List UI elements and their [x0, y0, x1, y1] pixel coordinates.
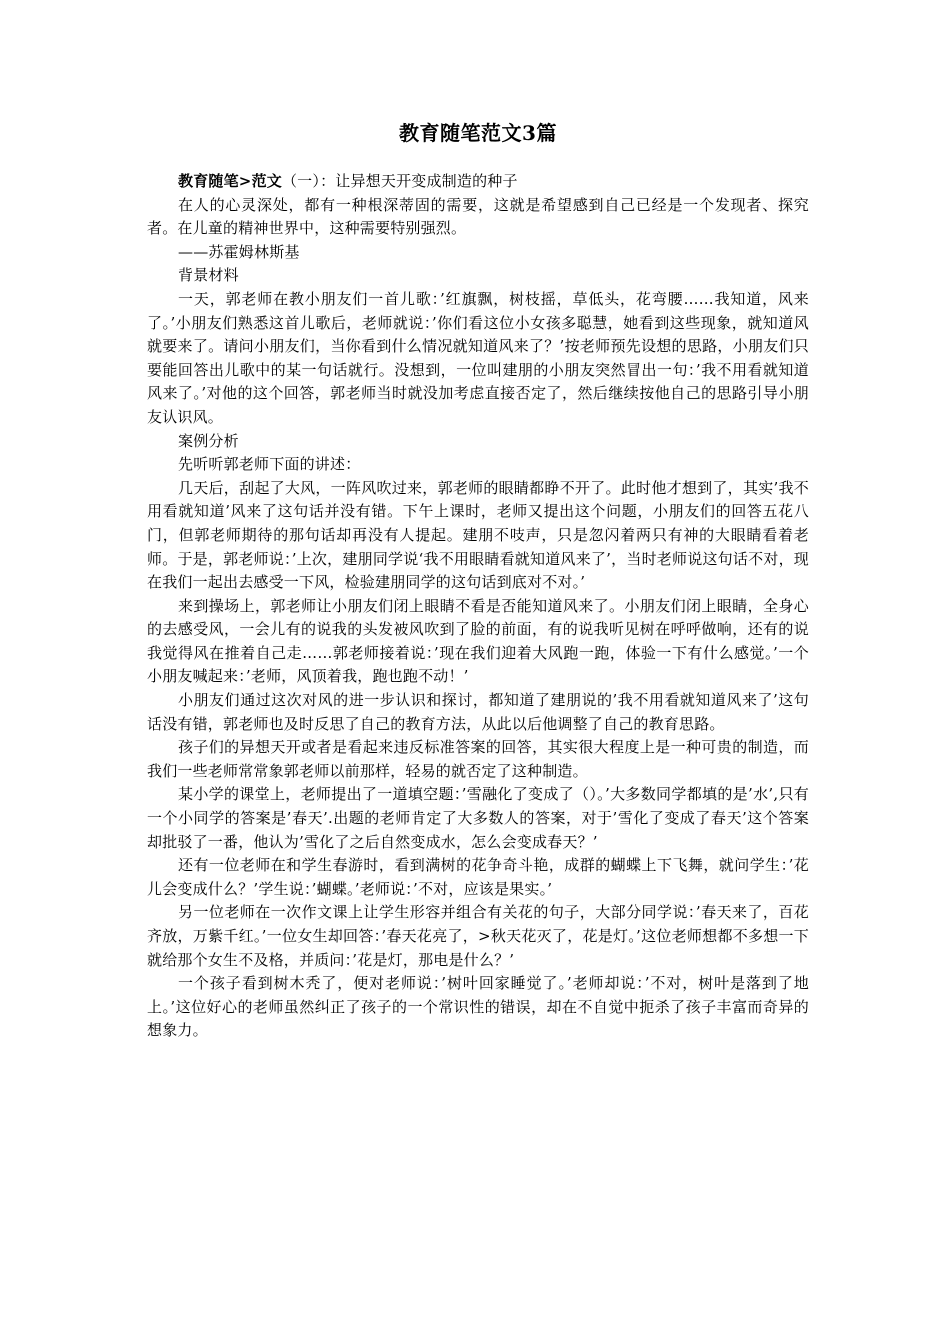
paragraph: 在人的心灵深处，都有一种根深蒂固的需要，这就是希望感到自己已经是一个发现者、探究者。在儿童的精神世界中，这种需要特别强烈。 [147, 195, 809, 238]
paragraph: 孩子们的异想天开或者是看起来违反标准答案的回答，其实很大程度上是一种可贵的制造，而我们一些老师常常象郭老师以前那样，轻易的就否定了这种制造。 [147, 738, 809, 780]
paragraph: 小朋友们通过这次对风的进一步认识和探讨，都知道了建朋说的’我不用看就知道风来了’这句话没有错，郭老师也及时反思了自己的教育方法，从此以后他调整了自己的教育思路。 [147, 691, 809, 733]
paragraph: 一天，郭老师在教小朋友们一首儿歌：’红旗飘，树枝摇，草低头，花弯腰……我知道，风来了。’小朋友们熟悉这首儿歌后，老师就说：’你们看这位小女孩多聪慧，她看到这些现象，就知道风就要来了。请问小朋友们，当你看到什么情况就知道风来了？’按老师预先设想的思路，小朋友们只要能回答出儿歌中的某一句话就行。没想到，一位叫建朋的小朋友突然冒出一句：’我不用看就知道风来了。’对他的这个回答，郭老师当时就没加考虑直接否定了，然后继续按他自己的思路引导小朋友认识风。 [147, 289, 809, 426]
paragraph: 先听听郭老师下面的讲述： [178, 455, 361, 474]
paragraph: 来到操场上，郭老师让小朋友们闭上眼睛不看是否能知道风来了。小朋友们闭上眼睛，全身心的去感受风，一会儿有的说我的头发被风吹到了脸的前面，有的说我听见树在呼呼做响，还有的说我觉得风在推着自己走……郭老师接着说：’现在我们迎着大风跑一跑，体验一下有什么感觉。’一个小朋友喊起来：’老师，风顶着我，跑也跑不动！’ [147, 596, 809, 686]
paragraph: 案例分析 [178, 431, 239, 450]
section-heading [147, 170, 809, 194]
paragraph: ——苏霍姆林斯基 [178, 242, 300, 261]
paragraph: 背景材料 [178, 266, 239, 285]
section-heading-rest: （一）：让异想天开变成制造的种子 [281, 172, 518, 190]
document-title: 教育随笔范文3篇 [399, 121, 557, 145]
section-heading-lead: 教育随笔>范文 [178, 172, 282, 190]
paragraph: 另一位老师在一次作文课上让学生形容并组合有关花的句子，大部分同学说：’春天来了，百花齐放，万紫千红。’一位女生却回答：’春天花亮了，>秋天花灭了，花是灯。’这位老师想都不多想一下就给那个女生不及格，并质问：’花是灯，那电是什么？’ [147, 903, 809, 969]
paragraph: 还有一位老师在和学生春游时，看到满树的花争奇斗艳，成群的蝴蝶上下飞舞，就问学生：’花儿会变成什么？’学生说：’蝴蝶。’老师说：’不对，应该是果实。’ [147, 856, 809, 898]
paragraph: 几天后，刮起了大风，一阵风吹过来，郭老师的眼睛都睁不开了。此时他才想到了，其实’我不用看就知道’风来了这句话并没有错。下午上课时，老师又提出这个问题，小朋友们的回答五花八门，但郭老师期待的那句话却再没有人提起。建朋不吱声，只是忽闪着两只有神的大眼睛看着老师。于是，郭老师说：’上次，建朋同学说‘我不用眼睛看就知道风来了’，当时老师说这句话不对，现在我们一起出去感受一下风，检验建朋同学的这句话到底对不对。’ [147, 478, 809, 592]
paragraph: 某小学的课堂上，老师提出了一道填空题：’雪融化了变成了（）。’大多数同学都填的是’水’,只有一个小同学的答案是’春天’.出题的老师肯定了大多数人的答案，对于’雪化了变成了春天’这个答案却批驳了一番，他认为’雪化了之后自然变成水，怎么会变成春天？’ [147, 785, 809, 851]
document-content [147, 118, 809, 1043]
paragraph: 一个孩子看到树木秃了，便对老师说：’树叶回家睡觉了。’老师却说：’不对，树叶是落到了地上。’这位好心的老师虽然纠正了孩子的一个常识性的错误，却在不自觉中扼杀了孩子丰富而奇异的想象力。 [147, 974, 809, 1040]
